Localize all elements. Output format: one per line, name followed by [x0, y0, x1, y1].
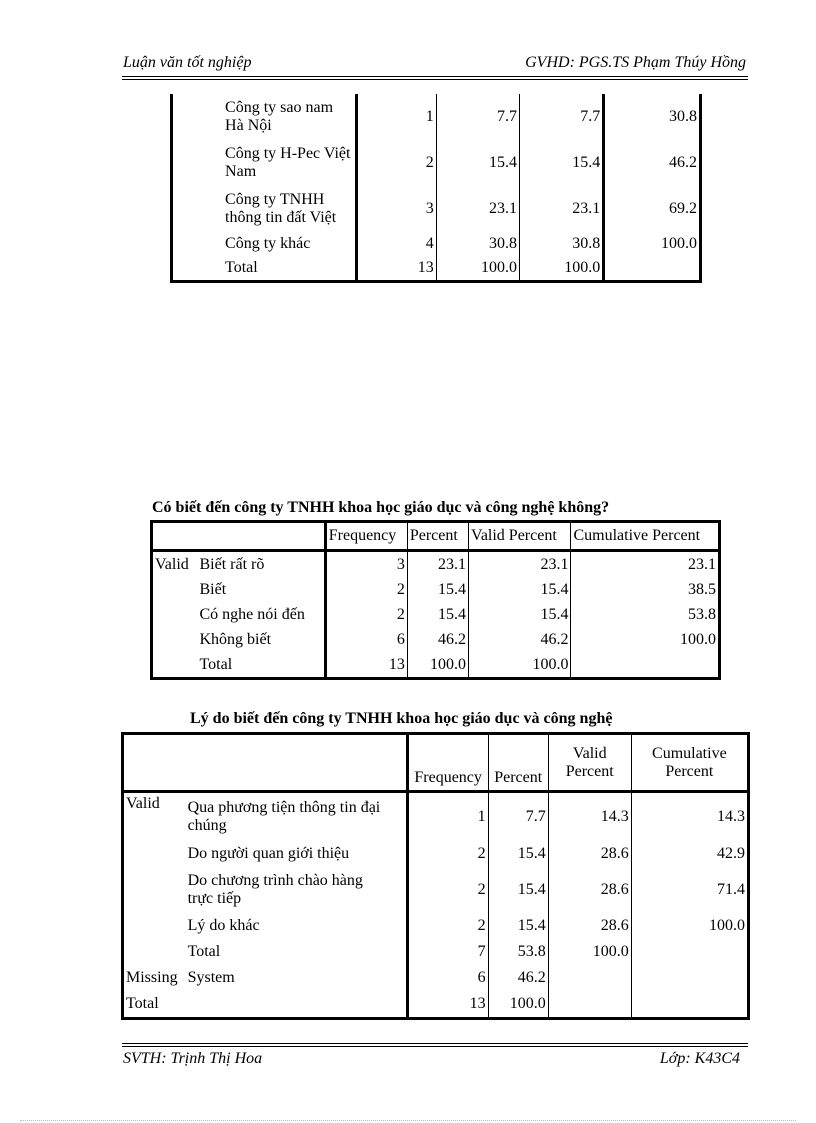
table-row	[172, 232, 701, 256]
percent-cell: 15.4	[488, 867, 548, 913]
frequency-cell: 7	[407, 939, 488, 965]
page-edge-divider	[20, 1120, 796, 1121]
company-frequency-table	[170, 94, 702, 283]
percent-cell: 15.4	[407, 577, 468, 602]
valid-percent-cell: 23.1	[520, 186, 604, 232]
valid-percent-cell: 30.8	[520, 232, 604, 256]
frequency-cell: 1	[407, 792, 488, 842]
frequency-cell: 3	[325, 551, 407, 578]
awareness-frequency-table	[150, 520, 721, 680]
valid-percent-cell: 28.6	[548, 841, 631, 867]
valid-percent-header: Valid Percent	[548, 734, 631, 792]
table-row	[123, 913, 749, 939]
row-label: Công ty TNHH thông tin đất Việt	[223, 186, 357, 232]
row-label: Total	[186, 939, 408, 965]
table-row-missing	[123, 965, 749, 991]
percent-cell: 100.0	[488, 991, 548, 1019]
row-label: Công ty sao nam Hà Nội	[223, 94, 357, 140]
table-row-total	[172, 256, 701, 282]
row-label: Do người quan giới thiệu	[186, 841, 408, 867]
percent-header: Percent	[488, 734, 548, 792]
group-label-total: Total	[126, 995, 159, 1012]
valid-percent-cell: 15.4	[520, 140, 604, 186]
frequency-cell: 2	[325, 602, 407, 627]
row-label: Có nghe nói đến	[198, 602, 326, 627]
reason-frequency-table	[121, 732, 750, 1020]
cumulative-percent-cell: 23.1	[688, 555, 716, 573]
frequency-cell: 2	[325, 577, 407, 602]
table-row	[152, 602, 720, 627]
frequency-cell: 4	[357, 232, 437, 256]
row-label: Công ty khác	[223, 232, 357, 256]
table-row	[172, 94, 701, 140]
percent-cell: 23.1	[436, 186, 519, 232]
table-row	[172, 140, 701, 186]
cumulative-percent-cell: 71.4	[717, 881, 745, 898]
cumulative-percent-cell: 100.0	[680, 630, 716, 648]
row-label: Qua phương tiện thông tin đại chúng	[186, 792, 408, 842]
percent-cell: 7.7	[436, 94, 519, 140]
table-row-grand-total	[123, 991, 749, 1019]
row-label: Biết	[198, 577, 326, 602]
cumulative-percent-cell: 100.0	[661, 235, 697, 252]
table-header-row	[152, 522, 720, 551]
table-row	[123, 841, 749, 867]
valid-percent-cell: 23.1	[469, 551, 571, 578]
table-row	[172, 186, 701, 232]
running-footer-right: Lớp: K43C4	[659, 1050, 740, 1067]
row-label: Do chương trình chào hàng trực tiếp	[186, 867, 408, 913]
cumulative-percent-cell	[631, 939, 748, 965]
cumulative-percent-cell: 53.8	[688, 605, 716, 623]
group-label-valid: Valid	[126, 795, 160, 812]
valid-percent-cell: 100.0	[520, 256, 604, 282]
valid-percent-cell: 14.3	[548, 792, 631, 842]
frequency-cell: 2	[357, 140, 437, 186]
table-row	[152, 627, 720, 652]
footer-rule	[122, 1043, 748, 1047]
row-label: Công ty H-Pec Việt Nam	[223, 140, 357, 186]
percent-cell: 15.4	[488, 841, 548, 867]
frequency-cell: 13	[407, 991, 488, 1019]
frequency-cell: 3	[357, 186, 437, 232]
cumulative-percent-header: Cumulative Percent	[571, 522, 720, 551]
reason-table-title: Lý do biết đến công ty TNHH khoa học giáo dục và công nghệ	[190, 710, 613, 727]
valid-percent-cell: 100.0	[548, 939, 631, 965]
row-label: Lý do khác	[186, 913, 408, 939]
frequency-cell: 2	[407, 841, 488, 867]
cumulative-percent-cell: 30.8	[669, 108, 697, 125]
table-row	[152, 551, 720, 578]
table-row-total	[152, 652, 720, 679]
frequency-cell: 6	[325, 627, 407, 652]
cumulative-percent-cell: 14.3	[717, 808, 745, 825]
percent-cell: 46.2	[407, 627, 468, 652]
percent-cell: 30.8	[436, 232, 519, 256]
frequency-header: Frequency	[325, 522, 407, 551]
frequency-cell: 13	[357, 256, 437, 282]
percent-cell: 100.0	[407, 652, 468, 679]
percent-cell: 15.4	[407, 602, 468, 627]
table-row-total	[123, 939, 749, 965]
cumulative-percent-cell: 100.0	[709, 917, 745, 934]
table-row	[152, 577, 720, 602]
cumulative-percent-cell: 46.2	[669, 154, 697, 171]
valid-percent-header: Valid Percent	[469, 522, 571, 551]
valid-percent-cell: 100.0	[469, 652, 571, 679]
valid-percent-cell: 15.4	[469, 602, 571, 627]
valid-percent-cell: 46.2	[469, 627, 571, 652]
percent-cell: 53.8	[488, 939, 548, 965]
cumulative-percent-cell	[571, 652, 720, 679]
frequency-header: Frequency	[407, 734, 488, 792]
cumulative-percent-header: Cumulative Percent	[631, 734, 748, 792]
cumulative-percent-cell	[604, 256, 701, 282]
row-label: Total	[198, 652, 326, 679]
running-footer-left: SVTH: Trịnh Thị Hoa	[123, 1050, 263, 1067]
percent-header: Percent	[407, 522, 468, 551]
valid-percent-cell: 28.6	[548, 867, 631, 913]
row-label: Total	[223, 256, 357, 282]
row-label: Biết rất rõ	[198, 551, 326, 578]
row-label: System	[186, 965, 408, 991]
running-header-left: Luận văn tốt nghiệp	[123, 54, 252, 71]
cumulative-percent-cell: 69.2	[669, 200, 697, 217]
group-label-valid: Valid	[155, 555, 189, 573]
cumulative-percent-cell: 42.9	[717, 845, 745, 862]
percent-cell: 23.1	[407, 551, 468, 578]
percent-cell: 100.0	[436, 256, 519, 282]
frequency-cell: 2	[407, 867, 488, 913]
frequency-cell: 1	[357, 94, 437, 140]
cumulative-percent-cell: 38.5	[688, 580, 716, 598]
group-label-missing: Missing	[126, 969, 178, 986]
percent-cell: 15.4	[436, 140, 519, 186]
frequency-cell: 13	[325, 652, 407, 679]
percent-cell: 46.2	[488, 965, 548, 991]
table-row	[123, 867, 749, 913]
percent-cell: 15.4	[488, 913, 548, 939]
frequency-cell: 2	[407, 913, 488, 939]
valid-percent-cell: 7.7	[520, 94, 604, 140]
percent-cell: 7.7	[488, 792, 548, 842]
row-label: Không biết	[198, 627, 326, 652]
table-header-row	[123, 734, 749, 792]
valid-percent-cell: 28.6	[548, 913, 631, 939]
table-row	[123, 792, 749, 842]
header-rule	[122, 76, 748, 80]
valid-percent-cell: 15.4	[469, 577, 571, 602]
running-header-right: GVHD: PGS.TS Phạm Thúy Hồng	[525, 54, 746, 71]
awareness-table-title: Có biết đến công ty TNHH khoa học giáo dục và công nghệ không?	[152, 499, 610, 516]
frequency-cell: 6	[407, 965, 488, 991]
